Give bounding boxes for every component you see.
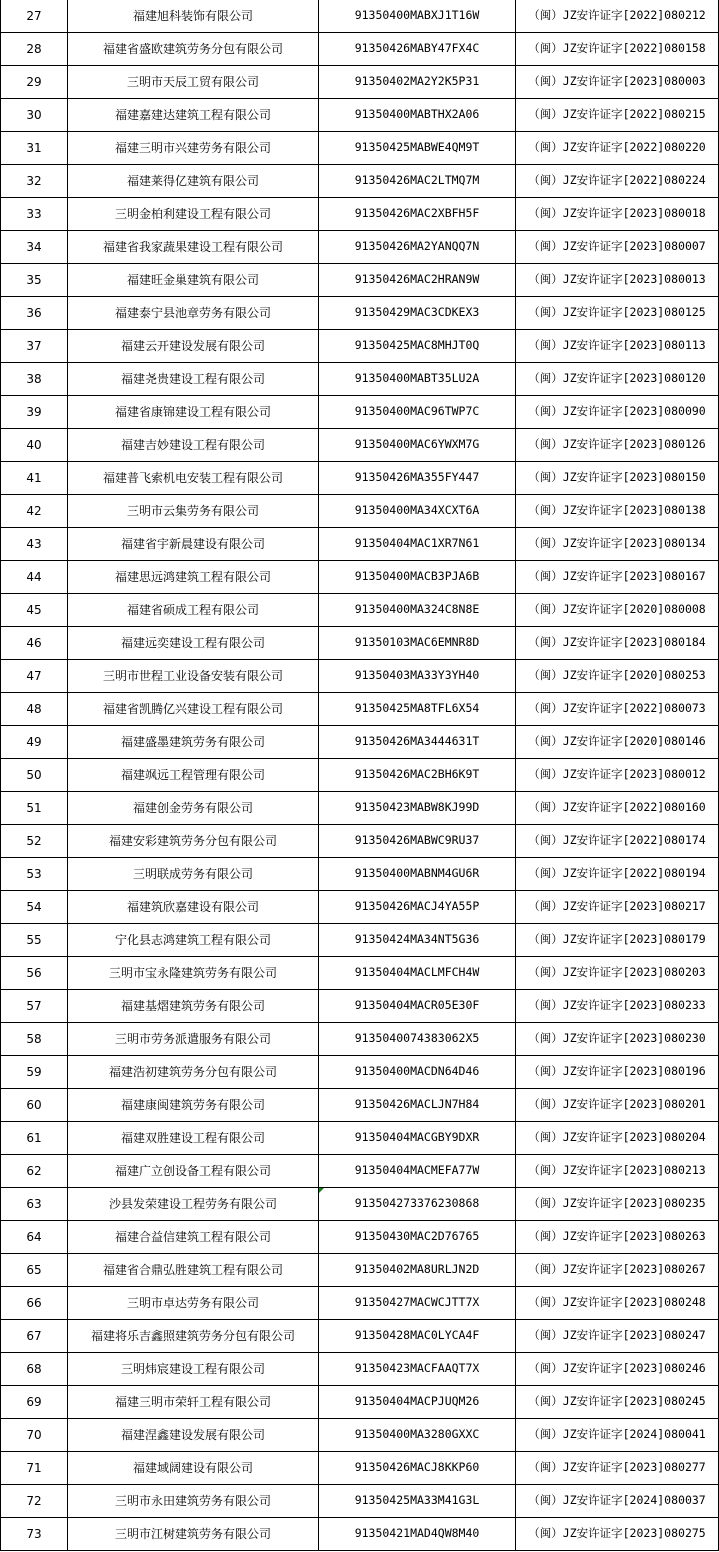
company-name-cell: 三明炜宸建设工程有限公司 xyxy=(68,1353,319,1386)
license-number-cell: （闽）JZ安许证字[2023]080113 xyxy=(516,330,719,363)
row-number-cell: 56 xyxy=(1,957,68,990)
license-number-cell: （闽）JZ安许证字[2023]080246 xyxy=(516,1353,719,1386)
credit-code-cell: 91350426MAC2HRAN9W xyxy=(319,264,516,297)
table-row xyxy=(1,363,719,396)
company-name-cell: 三明市云集劳务有限公司 xyxy=(68,495,319,528)
table-row xyxy=(1,924,719,957)
row-number-cell: 66 xyxy=(1,1287,68,1320)
table-row xyxy=(1,1419,719,1452)
table-row xyxy=(1,990,719,1023)
company-name-cell: 福建省凯腾亿兴建设工程有限公司 xyxy=(68,693,319,726)
license-number-cell: （闽）JZ安许证字[2023]080203 xyxy=(516,957,719,990)
row-number-cell: 48 xyxy=(1,693,68,726)
table-row xyxy=(1,1056,719,1089)
table-row xyxy=(1,132,719,165)
company-name-cell: 福建思远鸿建筑工程有限公司 xyxy=(68,561,319,594)
table-row xyxy=(1,1221,719,1254)
license-number-cell: （闽）JZ安许证字[2023]080090 xyxy=(516,396,719,429)
table-row xyxy=(1,66,719,99)
credit-code-cell: 91350425MABWE4QM9T xyxy=(319,132,516,165)
license-number-cell: （闽）JZ安许证字[2023]080263 xyxy=(516,1221,719,1254)
company-name-cell: 福建尧贵建设工程有限公司 xyxy=(68,363,319,396)
license-number-cell: （闽）JZ安许证字[2023]080196 xyxy=(516,1056,719,1089)
company-name-cell: 福建双胜建设工程有限公司 xyxy=(68,1122,319,1155)
row-number-cell: 27 xyxy=(1,0,68,33)
table-row xyxy=(1,1452,719,1485)
row-number-cell: 31 xyxy=(1,132,68,165)
company-name-cell: 福建莱得亿建筑有限公司 xyxy=(68,165,319,198)
company-name-cell: 三明市劳务派遣服务有限公司 xyxy=(68,1023,319,1056)
row-number-cell: 47 xyxy=(1,660,68,693)
license-number-cell: （闽）JZ安许证字[2022]080194 xyxy=(516,858,719,891)
license-number-cell: （闽）JZ安许证字[2023]080018 xyxy=(516,198,719,231)
license-number-cell: （闽）JZ安许证字[2023]080167 xyxy=(516,561,719,594)
credit-code-cell: 91350402MA2Y2K5P31 xyxy=(319,66,516,99)
table-row xyxy=(1,561,719,594)
row-number-cell: 42 xyxy=(1,495,68,528)
table-row xyxy=(1,1122,719,1155)
company-name-cell: 福建省康锦建设工程有限公司 xyxy=(68,396,319,429)
table-row xyxy=(1,1155,719,1188)
credit-code-cell: 91350400MA3280GXXC xyxy=(319,1419,516,1452)
company-name-cell: 福建吉妙建设工程有限公司 xyxy=(68,429,319,462)
license-number-cell: （闽）JZ安许证字[2024]080041 xyxy=(516,1419,719,1452)
license-number-cell: （闽）JZ安许证字[2023]080213 xyxy=(516,1155,719,1188)
company-name-cell: 福建康闽建筑劳务有限公司 xyxy=(68,1089,319,1122)
credit-code-cell: 91350103MAC6EMNR8D xyxy=(319,627,516,660)
license-number-cell: （闽）JZ安许证字[2022]080212 xyxy=(516,0,719,33)
table-row xyxy=(1,891,719,924)
license-number-cell: （闽）JZ安许证字[2023]080138 xyxy=(516,495,719,528)
license-number-cell: （闽）JZ安许证字[2020]080253 xyxy=(516,660,719,693)
license-number-cell: （闽）JZ安许证字[2023]080230 xyxy=(516,1023,719,1056)
license-number-cell: （闽）JZ安许证字[2023]080125 xyxy=(516,297,719,330)
row-number-cell: 33 xyxy=(1,198,68,231)
table-row xyxy=(1,1254,719,1287)
credit-code-cell: 91350404MAC1XR7N61 xyxy=(319,528,516,561)
row-number-cell: 50 xyxy=(1,759,68,792)
license-number-cell: （闽）JZ安许证字[2023]080126 xyxy=(516,429,719,462)
credit-code-cell: 91350400MA324C8N8E xyxy=(319,594,516,627)
credit-code-cell: 91350424MA34NT5G36 xyxy=(319,924,516,957)
license-number-cell: （闽）JZ安许证字[2022]080220 xyxy=(516,132,719,165)
row-number-cell: 51 xyxy=(1,792,68,825)
credit-code-cell: 91350426MA3444631T xyxy=(319,726,516,759)
license-number-cell: （闽）JZ安许证字[2023]080179 xyxy=(516,924,719,957)
row-number-cell: 32 xyxy=(1,165,68,198)
row-number-cell: 44 xyxy=(1,561,68,594)
row-number-cell: 38 xyxy=(1,363,68,396)
row-number-cell: 54 xyxy=(1,891,68,924)
company-name-cell: 福建省合鼎弘胜建筑工程有限公司 xyxy=(68,1254,319,1287)
table-row xyxy=(1,957,719,990)
license-number-cell: （闽）JZ安许证字[2022]080073 xyxy=(516,693,719,726)
credit-code-cell: 91350426MABWC9RU37 xyxy=(319,825,516,858)
table-row xyxy=(1,165,719,198)
credit-code-cell: 91350404MACR05E30F xyxy=(319,990,516,1023)
credit-code-cell: 91350403MA33Y3YH40 xyxy=(319,660,516,693)
license-number-cell: （闽）JZ安许证字[2023]080277 xyxy=(516,1452,719,1485)
table-row xyxy=(1,1353,719,1386)
table-row xyxy=(1,1518,719,1551)
credit-code-cell: 91350400MABXJ1T16W xyxy=(319,0,516,33)
row-number-cell: 61 xyxy=(1,1122,68,1155)
credit-code-cell: 91350421MAD4QW8M40 xyxy=(319,1518,516,1551)
company-name-cell: 福建将乐吉鑫照建筑劳务分包有限公司 xyxy=(68,1320,319,1353)
row-number-cell: 67 xyxy=(1,1320,68,1353)
row-number-cell: 39 xyxy=(1,396,68,429)
row-number-cell: 30 xyxy=(1,99,68,132)
credit-code-cell: 91350426MACJ4YA55P xyxy=(319,891,516,924)
license-number-cell: （闽）JZ安许证字[2023]080013 xyxy=(516,264,719,297)
company-name-cell: 福建远奕建设工程有限公司 xyxy=(68,627,319,660)
company-name-cell: 三明市宝永隆建筑劳务有限公司 xyxy=(68,957,319,990)
company-name-cell: 福建飒远工程管理有限公司 xyxy=(68,759,319,792)
table-row xyxy=(1,627,719,660)
license-number-cell: （闽）JZ安许证字[2023]080150 xyxy=(516,462,719,495)
license-number-cell: （闽）JZ安许证字[2022]080224 xyxy=(516,165,719,198)
credit-code-cell: 9135040074383062X5 xyxy=(319,1023,516,1056)
credit-code-cell: 91350426MACLJN7H84 xyxy=(319,1089,516,1122)
company-name-cell: 沙县发荣建设工程劳务有限公司 xyxy=(68,1188,319,1221)
credit-code-cell: 913504273376230868 xyxy=(319,1188,516,1221)
company-name-cell: 福建云开建设发展有限公司 xyxy=(68,330,319,363)
company-name-cell: 福建省我家蔬果建设工程有限公司 xyxy=(68,231,319,264)
table-row xyxy=(1,693,719,726)
row-number-cell: 72 xyxy=(1,1485,68,1518)
company-name-cell: 福建涅鑫建设发展有限公司 xyxy=(68,1419,319,1452)
row-number-cell: 60 xyxy=(1,1089,68,1122)
credit-code-cell: 91350400MACDN64D46 xyxy=(319,1056,516,1089)
table-row xyxy=(1,726,719,759)
row-number-cell: 34 xyxy=(1,231,68,264)
credit-code-cell: 91350400MACB3PJA6B xyxy=(319,561,516,594)
table-row xyxy=(1,462,719,495)
credit-code-cell: 91350404MACLMFCH4W xyxy=(319,957,516,990)
table-row xyxy=(1,528,719,561)
credit-code-cell: 91350400MAC96TWP7C xyxy=(319,396,516,429)
license-number-cell: （闽）JZ安许证字[2022]080174 xyxy=(516,825,719,858)
credit-code-cell: 91350423MABW8KJ99D xyxy=(319,792,516,825)
license-number-cell: （闽）JZ安许证字[2023]080012 xyxy=(516,759,719,792)
company-name-cell: 福建三明市荣轩工程有限公司 xyxy=(68,1386,319,1419)
license-number-cell: （闽）JZ安许证字[2023]080184 xyxy=(516,627,719,660)
row-number-cell: 37 xyxy=(1,330,68,363)
row-number-cell: 58 xyxy=(1,1023,68,1056)
credit-code-cell: 91350426MA355FY447 xyxy=(319,462,516,495)
row-number-cell: 53 xyxy=(1,858,68,891)
credit-code-cell: 91350400MABNM4GU6R xyxy=(319,858,516,891)
row-number-cell: 29 xyxy=(1,66,68,99)
company-name-cell: 福建旺金巢建筑有限公司 xyxy=(68,264,319,297)
company-name-cell: 福建创金劳务有限公司 xyxy=(68,792,319,825)
license-number-cell: （闽）JZ安许证字[2023]080134 xyxy=(516,528,719,561)
table-row xyxy=(1,660,719,693)
credit-code-cell: 91350429MAC3CDKEX3 xyxy=(319,297,516,330)
license-number-cell: （闽）JZ安许证字[2023]080235 xyxy=(516,1188,719,1221)
row-number-cell: 43 xyxy=(1,528,68,561)
company-name-cell: 福建省盛欧建筑劳务分包有限公司 xyxy=(68,33,319,66)
license-number-cell: （闽）JZ安许证字[2023]080248 xyxy=(516,1287,719,1320)
table-row xyxy=(1,1023,719,1056)
company-name-cell: 宁化县志鸿建筑工程有限公司 xyxy=(68,924,319,957)
company-name-cell: 福建泰宁县池章劳务有限公司 xyxy=(68,297,319,330)
credit-code-cell: 91350404MACGBY9DXR xyxy=(319,1122,516,1155)
company-name-cell: 福建嘉建达建筑工程有限公司 xyxy=(68,99,319,132)
credit-code-cell: 91350400MABTHX2A06 xyxy=(319,99,516,132)
table-row xyxy=(1,231,719,264)
table-row xyxy=(1,1188,719,1221)
credit-code-cell: 91350400MABT35LU2A xyxy=(319,363,516,396)
company-name-cell: 福建筑欣嘉建设有限公司 xyxy=(68,891,319,924)
table-row xyxy=(1,594,719,627)
table-row xyxy=(1,759,719,792)
company-name-cell: 福建安彩建筑劳务分包有限公司 xyxy=(68,825,319,858)
row-number-cell: 68 xyxy=(1,1353,68,1386)
credit-code-cell: 91350426MABY47FX4C xyxy=(319,33,516,66)
credit-code-cell: 91350425MA33M41G3L xyxy=(319,1485,516,1518)
table-row xyxy=(1,33,719,66)
credit-code-cell: 91350402MA8URLJN2D xyxy=(319,1254,516,1287)
table-row xyxy=(1,0,719,33)
credit-code-cell: 91350426MACJ8KKP60 xyxy=(319,1452,516,1485)
company-name-cell: 三明金柏利建设工程有限公司 xyxy=(68,198,319,231)
company-name-cell: 福建普飞索机电安装工程有限公司 xyxy=(68,462,319,495)
license-number-cell: （闽）JZ安许证字[2023]080275 xyxy=(516,1518,719,1551)
table-row xyxy=(1,429,719,462)
row-number-cell: 59 xyxy=(1,1056,68,1089)
row-number-cell: 52 xyxy=(1,825,68,858)
license-number-cell: （闽）JZ安许证字[2023]080233 xyxy=(516,990,719,1023)
license-number-cell: （闽）JZ安许证字[2020]080146 xyxy=(516,726,719,759)
credit-code-cell: 91350404MACMEFA77W xyxy=(319,1155,516,1188)
table-row xyxy=(1,264,719,297)
row-number-cell: 28 xyxy=(1,33,68,66)
license-number-cell: （闽）JZ安许证字[2023]080007 xyxy=(516,231,719,264)
row-number-cell: 45 xyxy=(1,594,68,627)
credit-code-cell: 91350404MACPJUQM26 xyxy=(319,1386,516,1419)
company-name-cell: 福建三明市兴建劳务有限公司 xyxy=(68,132,319,165)
table-body xyxy=(1,0,719,1551)
row-number-cell: 64 xyxy=(1,1221,68,1254)
row-number-cell: 40 xyxy=(1,429,68,462)
table-row xyxy=(1,99,719,132)
table-row xyxy=(1,396,719,429)
row-number-cell: 55 xyxy=(1,924,68,957)
license-number-cell: （闽）JZ安许证字[2024]080037 xyxy=(516,1485,719,1518)
table-row xyxy=(1,1089,719,1122)
credit-code-cell: 91350400MA34XCXT6A xyxy=(319,495,516,528)
table-row xyxy=(1,330,719,363)
credit-code-cell: 91350426MAC2XBFH5F xyxy=(319,198,516,231)
row-number-cell: 69 xyxy=(1,1386,68,1419)
license-number-cell: （闽）JZ安许证字[2022]080215 xyxy=(516,99,719,132)
company-name-cell: 三明市江树建筑劳务有限公司 xyxy=(68,1518,319,1551)
row-number-cell: 35 xyxy=(1,264,68,297)
credit-code-cell: 91350425MAC8MHJT0Q xyxy=(319,330,516,363)
company-name-cell: 福建省硕成工程有限公司 xyxy=(68,594,319,627)
table-row xyxy=(1,825,719,858)
license-number-cell: （闽）JZ安许证字[2020]080008 xyxy=(516,594,719,627)
company-name-cell: 福建盛墨建筑劳务有限公司 xyxy=(68,726,319,759)
license-number-cell: （闽）JZ安许证字[2023]080201 xyxy=(516,1089,719,1122)
credit-code-cell: 91350400MAC6YWXM7G xyxy=(319,429,516,462)
row-number-cell: 36 xyxy=(1,297,68,330)
company-name-cell: 三明联成劳务有限公司 xyxy=(68,858,319,891)
company-name-cell: 三明市永田建筑劳务有限公司 xyxy=(68,1485,319,1518)
table-row xyxy=(1,792,719,825)
row-number-cell: 71 xyxy=(1,1452,68,1485)
row-number-cell: 65 xyxy=(1,1254,68,1287)
license-number-cell: （闽）JZ安许证字[2023]080003 xyxy=(516,66,719,99)
row-number-cell: 62 xyxy=(1,1155,68,1188)
company-name-cell: 福建省宇新晨建设有限公司 xyxy=(68,528,319,561)
company-name-cell: 福建广立创设备工程有限公司 xyxy=(68,1155,319,1188)
table-row xyxy=(1,495,719,528)
company-name-cell: 福建域阔建设有限公司 xyxy=(68,1452,319,1485)
row-number-cell: 46 xyxy=(1,627,68,660)
row-number-cell: 70 xyxy=(1,1419,68,1452)
license-number-cell: （闽）JZ安许证字[2022]080158 xyxy=(516,33,719,66)
license-number-cell: （闽）JZ安许证字[2022]080160 xyxy=(516,792,719,825)
license-number-cell: （闽）JZ安许证字[2023]080204 xyxy=(516,1122,719,1155)
license-number-cell: （闽）JZ安许证字[2023]080120 xyxy=(516,363,719,396)
table-row xyxy=(1,858,719,891)
row-number-cell: 73 xyxy=(1,1518,68,1551)
table-row xyxy=(1,1386,719,1419)
credit-code-cell: 91350426MAC2BH6K9T xyxy=(319,759,516,792)
company-name-cell: 福建合益信建筑工程有限公司 xyxy=(68,1221,319,1254)
row-number-cell: 49 xyxy=(1,726,68,759)
cell-indicator-icon xyxy=(319,1188,324,1193)
credit-code-cell: 91350428MAC0LYCA4F xyxy=(319,1320,516,1353)
credit-code-cell: 91350430MAC2D76765 xyxy=(319,1221,516,1254)
row-number-cell: 41 xyxy=(1,462,68,495)
license-number-cell: （闽）JZ安许证字[2023]080247 xyxy=(516,1320,719,1353)
company-name-cell: 三明市卓达劳务有限公司 xyxy=(68,1287,319,1320)
company-name-cell: 三明市天辰工贸有限公司 xyxy=(68,66,319,99)
company-name-cell: 福建旭科装饰有限公司 xyxy=(68,0,319,33)
table-row xyxy=(1,198,719,231)
credit-code-cell: 91350427MACWCJTT7X xyxy=(319,1287,516,1320)
credit-code-cell: 91350425MA8TFL6X54 xyxy=(319,693,516,726)
table-row xyxy=(1,297,719,330)
company-name-cell: 福建基熠建筑劳务有限公司 xyxy=(68,990,319,1023)
license-number-cell: （闽）JZ安许证字[2023]080245 xyxy=(516,1386,719,1419)
table-row xyxy=(1,1287,719,1320)
row-number-cell: 63 xyxy=(1,1188,68,1221)
table-row xyxy=(1,1485,719,1518)
credit-code-cell: 91350426MAC2LTMQ7M xyxy=(319,165,516,198)
license-number-cell: （闽）JZ安许证字[2023]080217 xyxy=(516,891,719,924)
table-row xyxy=(1,1320,719,1353)
company-name-cell: 三明市世程工业设备安装有限公司 xyxy=(68,660,319,693)
row-number-cell: 57 xyxy=(1,990,68,1023)
company-name-cell: 福建浩初建筑劳务分包有限公司 xyxy=(68,1056,319,1089)
credit-code-cell: 91350423MACFAAQT7X xyxy=(319,1353,516,1386)
license-number-cell: （闽）JZ安许证字[2023]080267 xyxy=(516,1254,719,1287)
credit-code-cell: 91350426MA2YANQQ7N xyxy=(319,231,516,264)
